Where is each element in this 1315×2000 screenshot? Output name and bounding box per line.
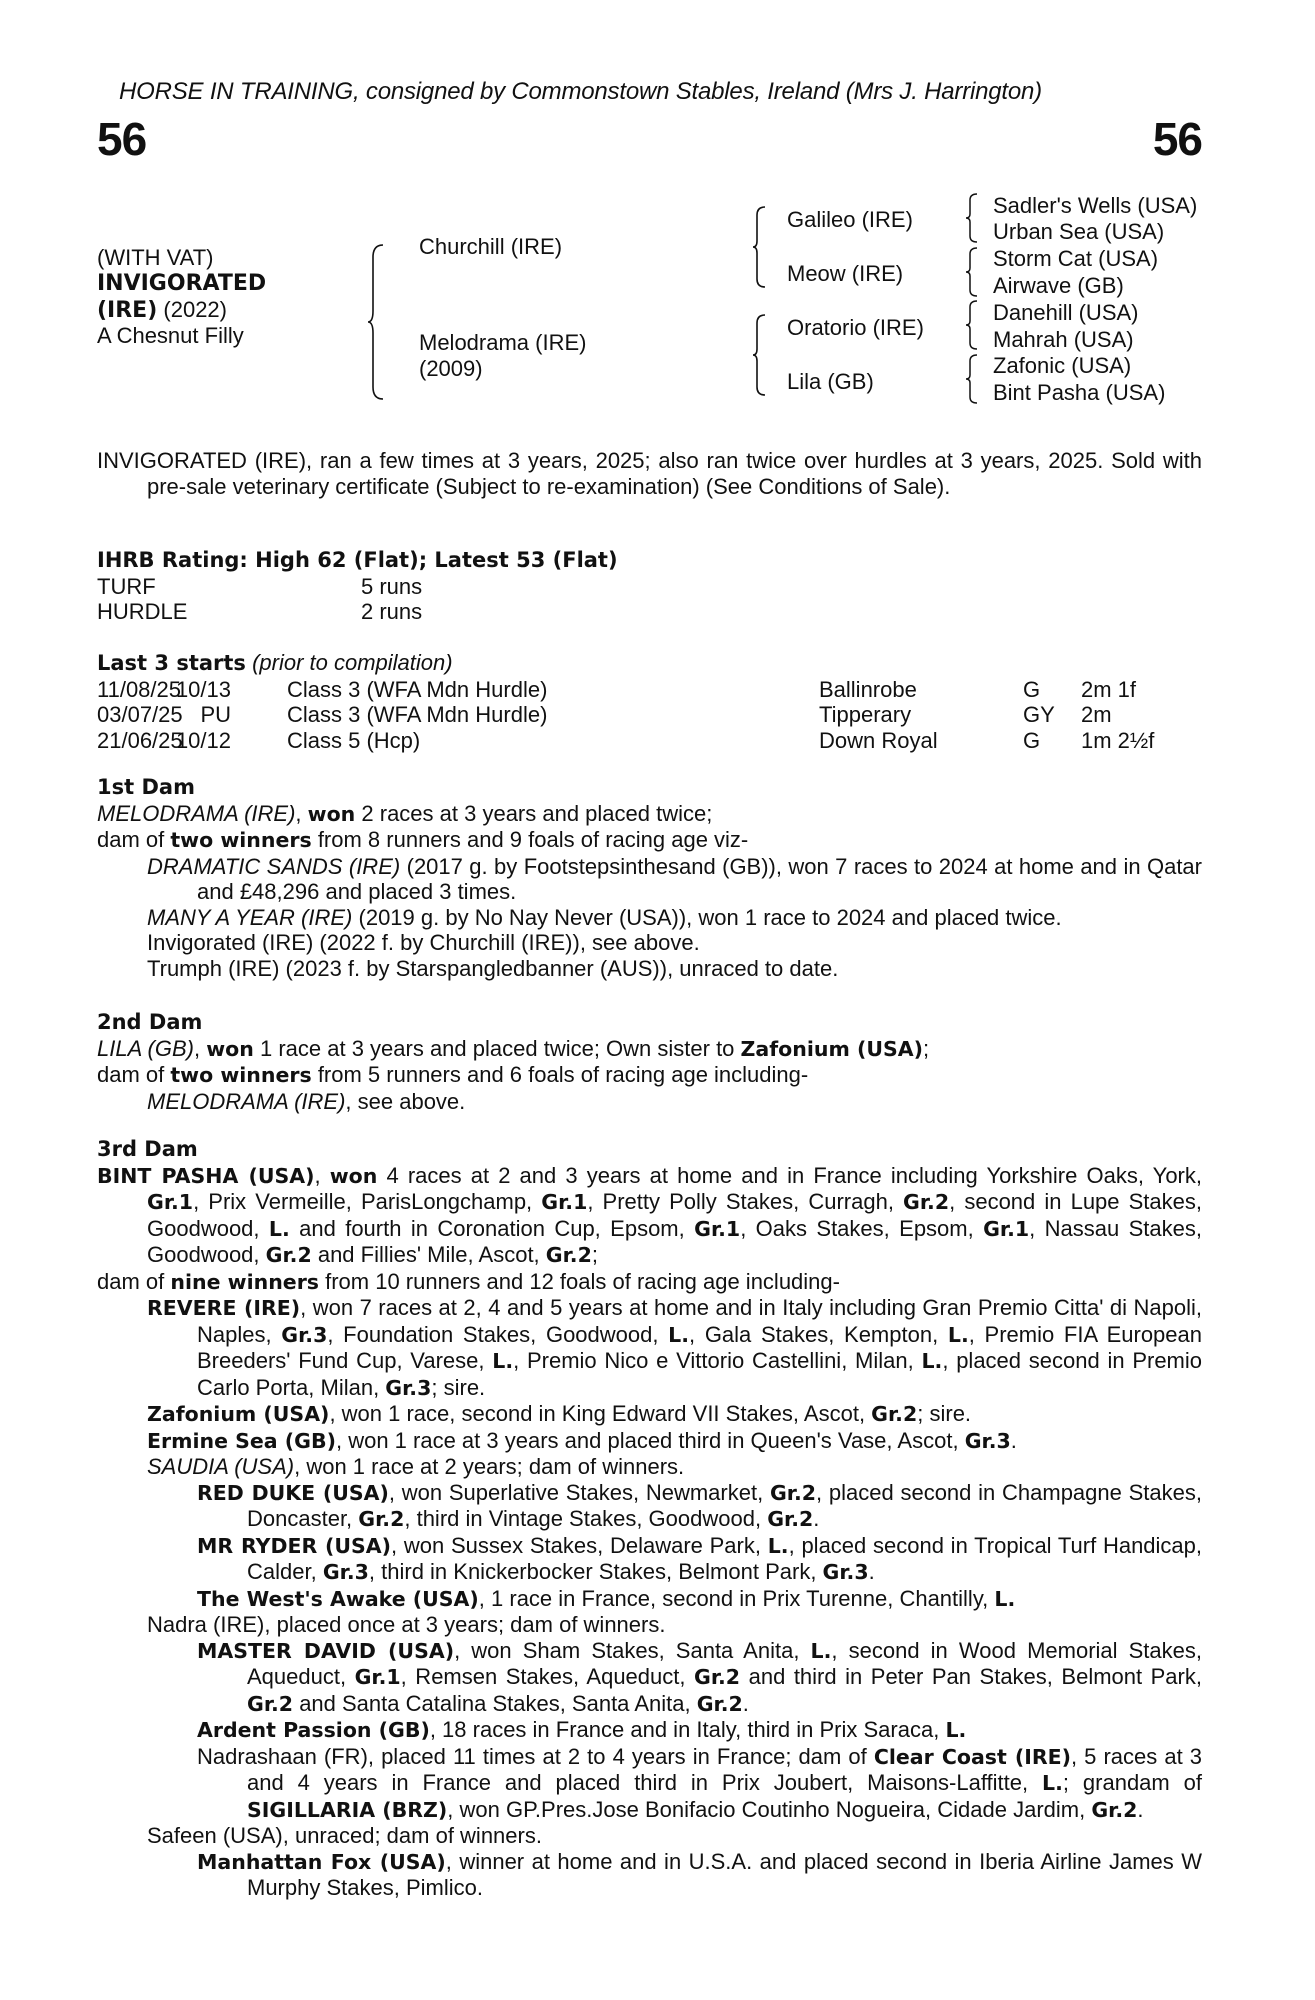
sire: Churchill (IRE) xyxy=(419,234,563,259)
progeny-entry xyxy=(97,1089,1202,1115)
emphasis-text: Gr.1 xyxy=(541,1190,588,1214)
rating-heading: IHRB Rating: High 62 (Flat); Latest 53 (Flat) xyxy=(97,548,618,572)
text: , 5 races at 3 and 4 years in France and placed third in Prix Joubert, Maisons-Laffitte, xyxy=(247,1743,1202,1795)
text: , won 1 race at 3 years and placed third in Queen's Vase, Ascot, xyxy=(335,1427,965,1453)
emphasis-text: Clear Coast (IRE) xyxy=(873,1744,1072,1769)
brace-gen3-3 xyxy=(965,299,979,351)
summary-section xyxy=(97,448,1202,499)
emphasis-text: Gr.2 xyxy=(871,1402,918,1426)
text: ; sire. xyxy=(917,1401,972,1426)
sister-name: Zafonium (USA) xyxy=(740,1036,923,1061)
last-starts-table xyxy=(97,677,1202,754)
vat-note: (WITH VAT) xyxy=(97,245,214,270)
progeny-entry xyxy=(97,905,1202,931)
rating-runs: 2 runs xyxy=(361,599,423,624)
gen3-ancestor: Bint Pasha (USA) xyxy=(993,380,1166,405)
progeny-text: (2017 g. by Footstepsinthesand (GB)), won 7 races to 2024 at home and in Qatar and £48,296 and placed 3 times. xyxy=(197,853,1202,904)
brace-gen3-4 xyxy=(965,353,979,405)
third-dam-record: BINT PASHA (USA), won 4 races at 2 and 3 years at home and in France including Yorkshire Oaks, York, Gr.1, Prix Vermeille, ParisLongchamp, Gr.1, Pretty Polly Stakes, Curragh, Gr.2, second in Lupe Stakes, Goodwood, L. and fourth in Coronation Cup, Epsom, Gr.1, Oaks Stakes, Epsom, Gr.1, Nassau Stakes, Goodwood, Gr.2 and Fillies' Mile, Ascot, Gr.2; xyxy=(97,1162,1202,1267)
start-date: 03/07/25 xyxy=(97,702,183,727)
progeny-text xyxy=(479,1586,1015,1611)
text: and third in Peter Pan Stakes, Belmont Park, xyxy=(740,1664,1202,1689)
emphasis-text: Gr.3 xyxy=(385,1375,432,1400)
text: and Santa Catalina Stakes, Santa Anita, xyxy=(293,1690,697,1716)
text: dam of xyxy=(97,1268,171,1294)
progeny-text: (2019 g. by No Nay Never (USA)), won 1 race to 2024 and placed twice. xyxy=(352,904,1062,930)
emphasis-text: Gr.1 xyxy=(147,1190,194,1214)
brace-sire-line xyxy=(752,205,768,289)
start-pos: PU xyxy=(200,702,231,727)
text: , third in Knickerbocker Stakes, Belmont Park, xyxy=(368,1559,823,1584)
progeny-entry: Nadra (IRE), placed once at 3 years; dam of winners. xyxy=(147,1612,666,1637)
emphasis-text: L. xyxy=(668,1322,690,1347)
first-dam-section xyxy=(97,775,1202,981)
gen3-ancestor: Danehill (USA) xyxy=(993,300,1139,325)
dam-dam: Lila (GB) xyxy=(787,369,874,394)
brace-gen3-1 xyxy=(965,192,979,244)
text: from 10 runners and 12 foals of racing age including- xyxy=(319,1268,840,1294)
emphasis-text: Gr.2 xyxy=(545,1243,592,1267)
start-distance: 1m 2½f xyxy=(1081,727,1155,753)
progeny-text: , see above. xyxy=(345,1088,466,1114)
start-row xyxy=(97,702,1202,728)
brace-dam-line xyxy=(752,313,768,397)
text: ; sire. xyxy=(431,1374,486,1400)
gen3-ancestor: Storm Cat (USA) xyxy=(993,246,1159,271)
rating-runs: 5 runs xyxy=(361,573,423,599)
text: , placed second in Champagne Stakes, Doncaster, xyxy=(247,1479,1202,1531)
text: from 5 runners and 6 foals of racing age including- xyxy=(311,1062,809,1087)
progeny-entry xyxy=(97,1401,1202,1428)
text: , Premio FIA European Breeders' Fund Cup, Varese, xyxy=(197,1321,1202,1373)
first-dam-heading: 1st Dam xyxy=(97,775,195,799)
start-date: 11/08/25 xyxy=(97,676,182,702)
progeny-entry xyxy=(97,1295,1202,1401)
text: , 18 races in France and in Italy, third in Prix Saraca, xyxy=(429,1717,946,1742)
text: . xyxy=(1010,1427,1017,1453)
emphasis-text: Gr.3 xyxy=(322,1560,369,1584)
emphasis-text: Gr.2 xyxy=(265,1243,312,1267)
grand-progeny-entry xyxy=(97,1717,1202,1744)
text: and Fillies' Mile, Ascot, xyxy=(311,1242,546,1267)
progeny-name: Ardent Passion (GB) xyxy=(197,1718,430,1742)
text: , third in Vintage Stakes, Goodwood, xyxy=(404,1506,768,1531)
start-date: 21/06/25 xyxy=(97,727,183,753)
gen3-ancestor: Urban Sea (USA) xyxy=(993,219,1165,244)
start-race: Class 3 (WFA Mdn Hurdle) xyxy=(287,676,548,702)
start-going: GY xyxy=(1023,702,1055,727)
progeny-entry: Invigorated (IRE) (2022 f. by Churchill (IRE)), see above. xyxy=(147,930,700,955)
start-distance: 2m xyxy=(1081,702,1112,727)
sire-sire: Galileo (IRE) xyxy=(787,207,913,232)
winners-count: two winners xyxy=(170,1063,312,1087)
grand-progeny-entry xyxy=(97,1744,1202,1824)
text: . xyxy=(1137,1796,1144,1822)
horse-description: A Chesnut Filly xyxy=(97,323,244,348)
text: , placed second in Premio Carlo Porta, Milan, xyxy=(197,1348,1203,1400)
emphasis-text: Gr.2 xyxy=(247,1691,294,1716)
progeny-entry: Trumph (IRE) (2023 f. by Starspangledbanner (AUS)), unraced to date. xyxy=(147,955,839,981)
text: . xyxy=(813,1506,820,1531)
record-text: 1 race at 3 years and placed twice; Own sister to xyxy=(253,1035,741,1061)
winners-count: nine winners xyxy=(170,1269,319,1294)
emphasis-text: L. xyxy=(947,1322,969,1347)
rating-row xyxy=(97,574,1202,600)
lot-number-right: 56 xyxy=(1152,113,1202,165)
start-distance: 2m 1f xyxy=(1081,676,1137,702)
progeny-text xyxy=(336,1428,1017,1453)
third-dam-section xyxy=(97,1137,1202,1901)
brace-gen1 xyxy=(367,243,387,401)
progeny-name: MELODRAMA (IRE) xyxy=(147,1088,346,1114)
gen3-ancestor: Sadler's Wells (USA) xyxy=(993,193,1198,218)
first-dam-record: MELODRAMA (IRE), won 2 races at 3 years and placed twice; xyxy=(97,800,713,826)
rating-row xyxy=(97,599,1202,625)
text: , Premio Nico e Vittorio Castellini, Milan, xyxy=(513,1348,922,1373)
emphasis-text: Gr.2 xyxy=(694,1665,741,1689)
pedigree-table xyxy=(97,0,1202,430)
last-starts-section xyxy=(97,650,1202,753)
progeny-name: Ermine Sea (GB) xyxy=(147,1428,336,1453)
second-dam-produce-summary xyxy=(97,1062,1202,1089)
progeny-name: REVERE (IRE) xyxy=(147,1296,301,1320)
text: , placed second in Tropical Turf Handicap, Calder, xyxy=(247,1532,1203,1584)
text: , won Sussex Stakes, Delaware Park, xyxy=(391,1532,768,1558)
dam: Melodrama (IRE) xyxy=(419,330,587,355)
progeny-entry xyxy=(97,854,1202,905)
progeny-name: Manhattan Fox (USA) xyxy=(197,1849,446,1874)
horse-name: INVIGORATED xyxy=(97,271,267,296)
text: , won Sham Stakes, Santa Anita, xyxy=(454,1637,811,1663)
grand-progeny-entry xyxy=(97,1480,1202,1533)
emphasis-text: L. xyxy=(767,1533,789,1558)
emphasis-text: SIGILLARIA (BRZ) xyxy=(247,1797,448,1822)
text: , Oaks Stakes, Epsom, xyxy=(740,1215,984,1241)
text: . xyxy=(742,1690,749,1716)
third-dam-produce-summary xyxy=(97,1269,1202,1296)
gen3-ancestor: Airwave (GB) xyxy=(993,273,1124,298)
text: dam of xyxy=(97,827,171,852)
dam-year: (2009) xyxy=(419,356,483,381)
start-course: Ballinrobe xyxy=(819,676,917,702)
start-race: Class 5 (Hcp) xyxy=(287,727,421,753)
second-dam-name: LILA (GB) xyxy=(97,1035,194,1061)
text: and fourth in Coronation Cup, Epsom, xyxy=(289,1215,695,1241)
won-label: won xyxy=(329,1163,378,1188)
third-dam-heading: 3rd Dam xyxy=(97,1137,198,1161)
start-pos: 10/13 xyxy=(175,676,231,702)
progeny-text: , winner at home and in U.S.A. and placed second in Iberia Airline James W Murphy Stakes, Pimlico. xyxy=(247,1848,1202,1900)
text: ; xyxy=(591,1242,598,1267)
progeny-text xyxy=(247,1533,1202,1585)
last-starts-heading xyxy=(97,650,1202,677)
grand-progeny-entry xyxy=(97,1638,1202,1718)
progeny-name: MANY A YEAR (IRE) xyxy=(147,904,353,930)
emphasis-text: Gr.3 xyxy=(822,1560,869,1584)
text: Nadrashaan (FR), placed 11 times at 2 to 4 years in France; dam of xyxy=(197,1743,874,1769)
text: , won GP.Pres.Jose Bonifacio Coutinho Nogueira, Cidade Jardim, xyxy=(447,1796,1092,1822)
start-course: Tipperary xyxy=(819,702,912,727)
emphasis-text: Gr.1 xyxy=(983,1216,1030,1241)
text: . xyxy=(868,1559,875,1584)
progeny-name: SAUDIA (USA) xyxy=(147,1454,295,1479)
emphasis-text: L. xyxy=(810,1638,832,1663)
emphasis-text: L. xyxy=(945,1718,967,1742)
progeny-text xyxy=(329,1401,971,1426)
emphasis-text: L. xyxy=(492,1349,514,1373)
text: , second in Lupe Stakes, Goodwood, xyxy=(147,1189,1202,1241)
text: , Prix Vermeille, ParisLongchamp, xyxy=(193,1189,542,1214)
text: , won 7 races at 2, 4 and 5 years at home and in Italy including Gran Premio Citta' di Napoli, Naples, xyxy=(197,1295,1202,1347)
gen3-ancestor: Zafonic (USA) xyxy=(993,353,1132,378)
text: , Pretty Polly Stakes, Curragh, xyxy=(587,1189,904,1214)
last-starts-subtitle: (prior to compilation) xyxy=(252,650,453,675)
emphasis-text: L. xyxy=(1042,1771,1063,1795)
emphasis-text: Gr.2 xyxy=(769,1480,817,1505)
third-dam-name: BINT PASHA (USA) xyxy=(97,1163,315,1188)
grand-progeny-entry xyxy=(97,1533,1202,1586)
emphasis-text: L. xyxy=(268,1216,290,1241)
first-dam-produce-summary xyxy=(97,827,1202,854)
start-course: Down Royal xyxy=(819,727,938,753)
emphasis-text: Gr.3 xyxy=(281,1322,328,1347)
text: 4 races at 2 and 3 years at home and in France including Yorkshire Oaks, York, xyxy=(377,1162,1202,1188)
emphasis-text: Gr.2 xyxy=(1091,1797,1138,1822)
second-dam-record: LILA (GB), won 1 race at 3 years and placed twice; Own sister to Zafonium (USA); xyxy=(97,1035,930,1061)
start-going: G xyxy=(1023,676,1041,702)
progeny-name: RED DUKE (USA) xyxy=(197,1480,389,1505)
text: from 8 runners and 9 foals of racing age viz- xyxy=(311,827,749,852)
rating-surface: HURDLE xyxy=(97,599,188,624)
progeny-name: Zafonium (USA) xyxy=(147,1402,330,1426)
dam-sire: Oratorio (IRE) xyxy=(787,315,924,340)
emphasis-text: Gr.3 xyxy=(964,1428,1011,1453)
second-dam-heading: 2nd Dam xyxy=(97,1010,203,1034)
first-dam-name: MELODRAMA (IRE) xyxy=(97,800,296,826)
text: dam of xyxy=(97,1062,171,1087)
second-dam-section xyxy=(97,1010,1202,1114)
progeny-text: , won 1 race at 2 years; dam of winners. xyxy=(294,1454,685,1479)
text: , Nassau Stakes, Goodwood, xyxy=(147,1215,1202,1267)
emphasis-text: Gr.2 xyxy=(358,1507,405,1531)
text: , Foundation Stakes, Goodwood, xyxy=(327,1321,669,1347)
lot-number-left: 56 xyxy=(97,113,147,165)
emphasis-text: Gr.2 xyxy=(696,1691,743,1716)
progeny-name: DRAMATIC SANDS (IRE) xyxy=(147,853,401,879)
progeny-entry xyxy=(97,1428,1202,1455)
rating-surface: TURF xyxy=(97,573,156,599)
emphasis-text: Gr.1 xyxy=(354,1665,401,1689)
start-row xyxy=(97,677,1202,703)
record-text: 2 races at 3 years and placed twice; xyxy=(355,800,713,826)
progeny-entry: Safeen (USA), unraced; dam of winners. xyxy=(147,1823,542,1848)
emphasis-text: Gr.2 xyxy=(767,1507,814,1531)
grand-progeny-entry xyxy=(97,1849,1202,1901)
summary-text: INVIGORATED (IRE), ran a few times at 3 years, 2025; also ran twice over hurdles at 3 years, 2025. Sold with pre-sale veterinary certificate (Subject to re-examination) (See Conditions of Sale). xyxy=(97,448,1202,499)
text: , Gala Stakes, Kempton, xyxy=(689,1321,948,1347)
horse-origin: (IRE) xyxy=(97,298,158,323)
text: , 1 race in France, second in Prix Turenne, Chantilly, xyxy=(478,1585,995,1611)
won-label: won xyxy=(307,801,356,826)
horse-origin-year xyxy=(97,296,227,324)
rating-section xyxy=(97,548,1202,625)
progeny-name: The West's Awake (USA) xyxy=(197,1586,479,1611)
progeny-text xyxy=(430,1717,966,1742)
grand-progeny-entry xyxy=(97,1586,1202,1613)
won-label: won xyxy=(206,1036,254,1061)
emphasis-text: L. xyxy=(921,1349,943,1373)
text: , won Superlative Stakes, Newmarket, xyxy=(388,1479,770,1505)
text: , second in Wood Memorial Stakes, Aqueduct, xyxy=(247,1637,1202,1689)
last-starts-title: Last 3 starts xyxy=(97,651,246,675)
consignment-line: HORSE IN TRAINING, consigned by Commonstown Stables, Ireland (Mrs J. Harrington) xyxy=(119,78,1042,105)
start-going: G xyxy=(1023,727,1041,753)
start-pos: 10/12 xyxy=(175,727,231,753)
winners-count: two winners xyxy=(170,828,312,852)
text: , Remsen Stakes, Aqueduct, xyxy=(400,1664,694,1689)
progeny-entry xyxy=(97,1454,1202,1480)
text: ; grandam of xyxy=(1062,1770,1202,1795)
progeny-text xyxy=(247,1480,1202,1532)
horse-year: (2022) xyxy=(163,297,227,322)
start-race: Class 3 (WFA Mdn Hurdle) xyxy=(287,702,548,727)
sire-dam: Meow (IRE) xyxy=(787,261,904,286)
emphasis-text: Gr.1 xyxy=(694,1216,741,1241)
progeny-name: MASTER DAVID (USA) xyxy=(197,1638,455,1663)
start-row xyxy=(97,728,1202,754)
text: , won 1 race, second in King Edward VII Stakes, Ascot, xyxy=(329,1401,872,1426)
progeny-text xyxy=(197,1295,1202,1400)
gen3-ancestor: Mahrah (USA) xyxy=(993,327,1134,352)
emphasis-text: Gr.2 xyxy=(903,1190,950,1214)
brace-gen3-2 xyxy=(965,246,979,298)
progeny-text xyxy=(197,1744,1202,1822)
emphasis-text: L. xyxy=(994,1586,1016,1611)
progeny-name: MR RYDER (USA) xyxy=(197,1533,392,1558)
